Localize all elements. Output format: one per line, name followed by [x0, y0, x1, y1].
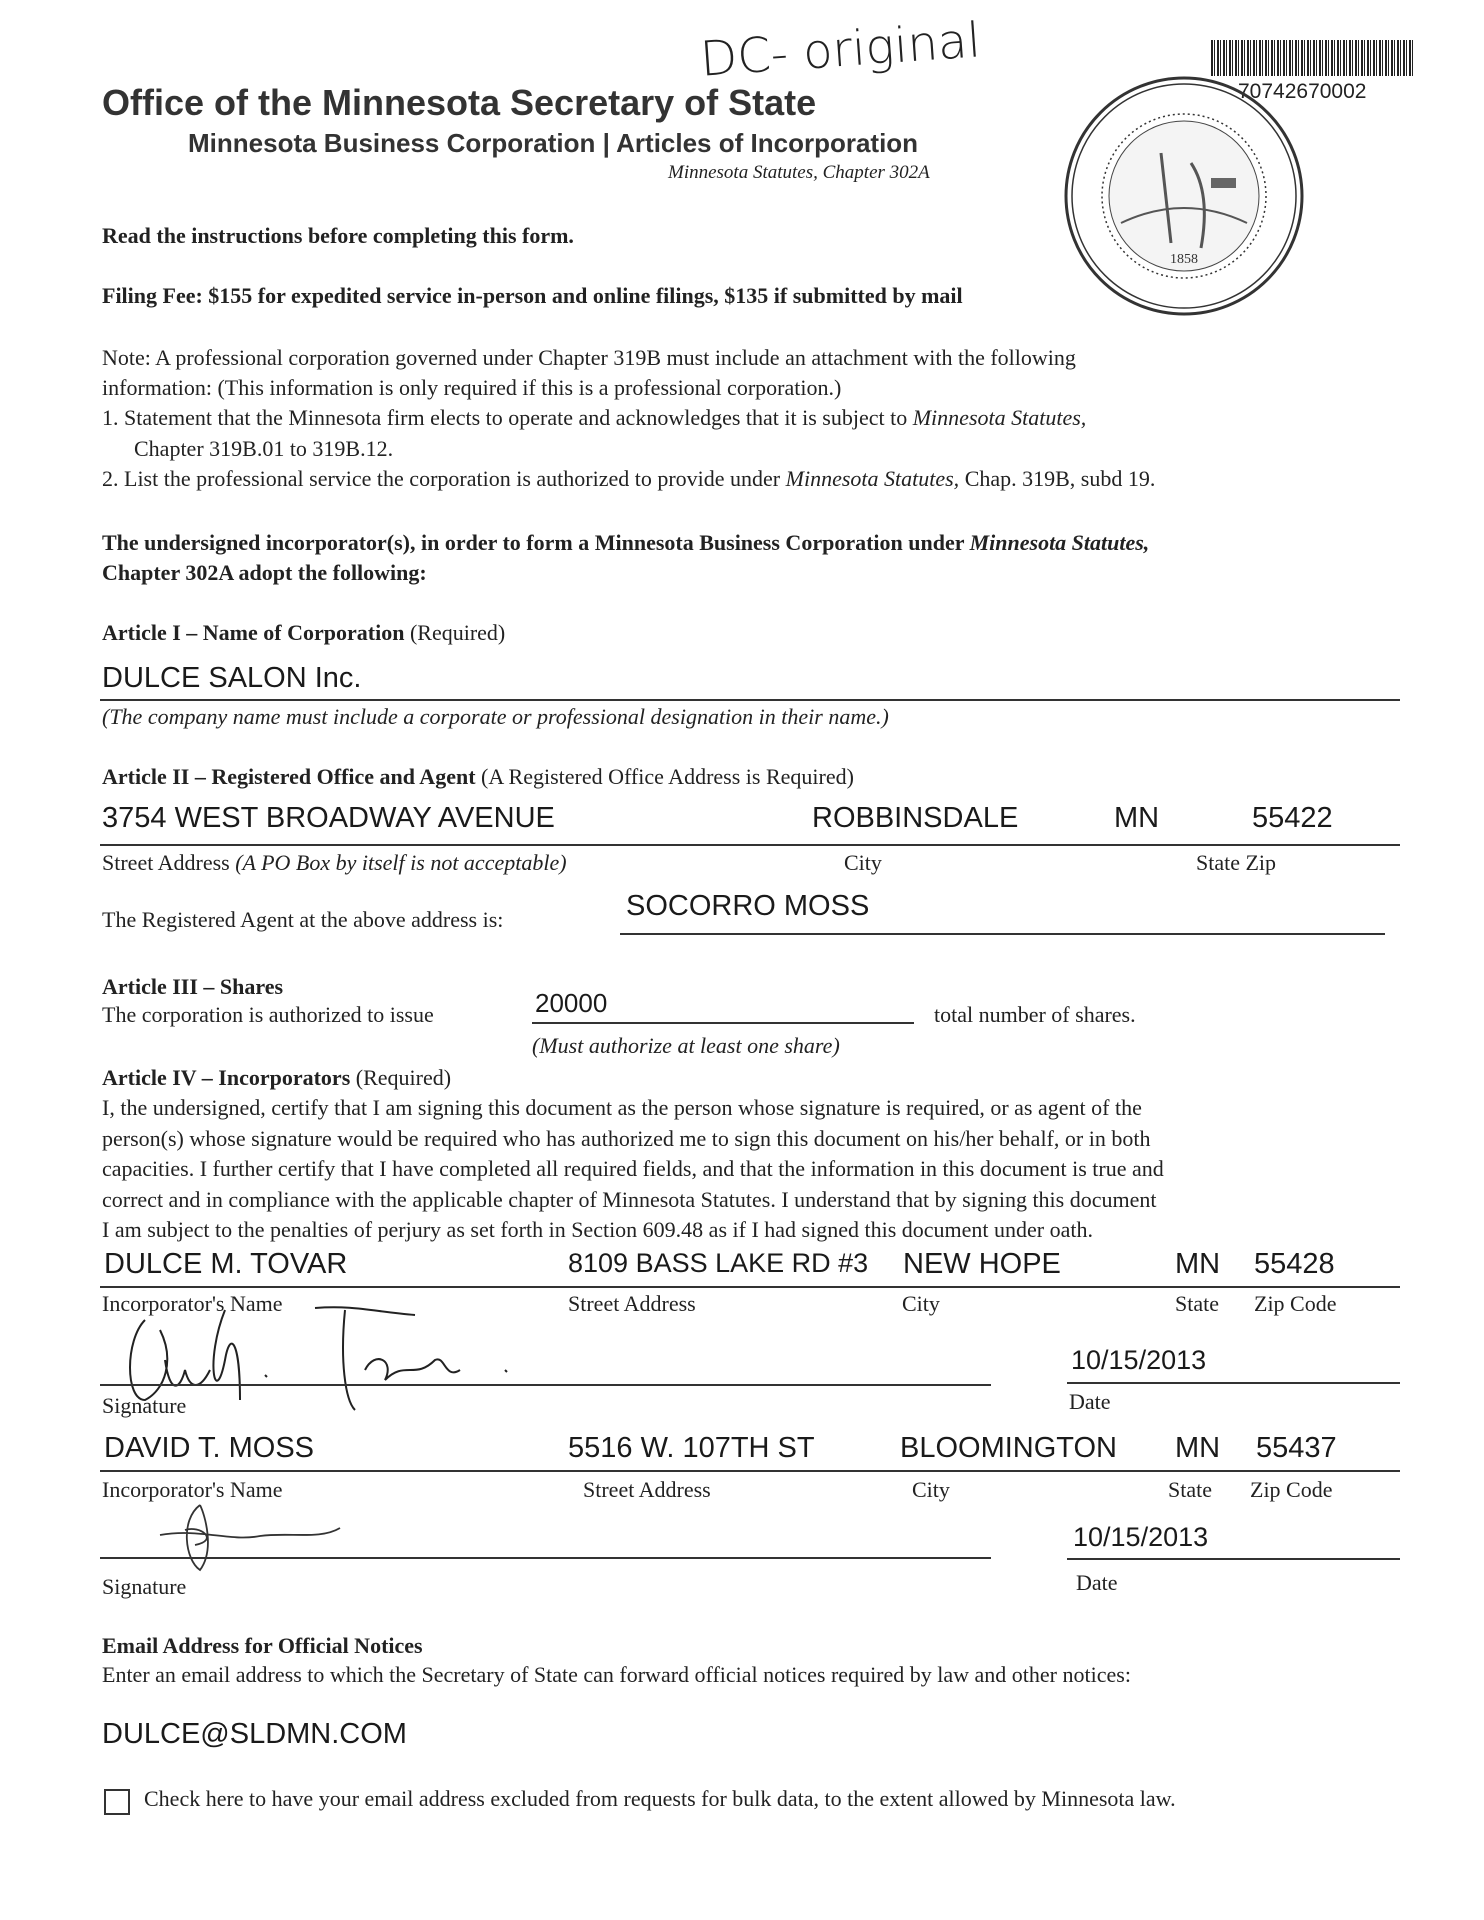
incorporator-city-field[interactable]: BLOOMINGTON: [900, 1432, 1117, 1464]
read-instructions: Read the instructions before completing this form.: [102, 223, 574, 248]
certification-line: I, the undersigned, certify that I am signing this document as the person whose signature is required, or as agent of the: [102, 1095, 1142, 1120]
statement-text: The undersigned incorporator(s), in order to form a Minnesota Business Corporation under: [102, 530, 970, 555]
divider: [100, 1286, 1400, 1288]
signature-date-field[interactable]: 10/15/2013: [1071, 1345, 1207, 1375]
incorporator-name-field[interactable]: DULCE M. TOVAR: [104, 1248, 348, 1280]
certification-line: capacities. I further certify that I have completed all required fields, and that the information in this document is true and: [102, 1156, 1164, 1181]
incorporator-state-field[interactable]: MN: [1175, 1432, 1221, 1464]
label-hint: (A PO Box by itself is not acceptable): [235, 850, 567, 875]
signature-line: [100, 1557, 991, 1559]
article3-heading: Article III – Shares: [102, 974, 284, 999]
state-zip-label: State Zip: [1196, 850, 1277, 875]
state-label: State: [1168, 1477, 1212, 1502]
item-number: 1.: [102, 405, 119, 430]
required-note: (Required): [350, 1065, 452, 1090]
certification-line: I am subject to the penalties of perjury as set forth in Section 609.48 as if I had signed this document under oath.: [102, 1217, 1093, 1242]
incorporator-city-field[interactable]: NEW HOPE: [903, 1248, 1061, 1280]
note-item-1-cont: Chapter 319B.01 to 319B.12.: [134, 436, 394, 461]
name-label: Incorporator's Name: [102, 1477, 283, 1502]
item-italic: Minnesota Statutes,: [912, 405, 1087, 430]
shares-label: The corporation is authorized to issue: [102, 1002, 434, 1027]
incorporator-name-field[interactable]: DAVID T. MOSS: [104, 1432, 315, 1464]
incorporator-street-field[interactable]: 5516 W. 107TH ST: [568, 1432, 815, 1464]
filing-fee: Filing Fee: $155 for expedited service in-person and online filings, $135 if submitted by mail: [102, 283, 963, 308]
svg-text:1858: 1858: [1170, 252, 1198, 267]
signature-image: [140, 1500, 360, 1575]
certification-line: correct and in compliance with the applicable chapter of Minnesota Statutes. I understand that by signing this document: [102, 1187, 1157, 1212]
statute-reference: Minnesota Statutes, Chapter 302A: [668, 162, 930, 183]
item-text: List the professional service the corporation is authorized to provide under: [124, 466, 786, 491]
agent-label: The Registered Agent at the above address is:: [102, 907, 504, 932]
page-subtitle: Minnesota Business Corporation | Articles of Incorporation: [188, 128, 919, 158]
email-field[interactable]: DULCE@SLDMN.COM: [102, 1718, 407, 1750]
undersigned-statement-cont: Chapter 302A adopt the following:: [102, 560, 427, 585]
incorporator-zip-field[interactable]: 55428: [1254, 1248, 1335, 1280]
zip-label: Zip Code: [1250, 1477, 1333, 1502]
office-street-field[interactable]: 3754 WEST BROADWAY AVENUE: [102, 802, 555, 834]
heading-text: Article IV – Incorporators: [102, 1065, 351, 1090]
certification-line: person(s) whose signature would be required who has authorized me to sign this document on his/her behalf, or in both: [102, 1126, 1151, 1151]
divider: [100, 1470, 1400, 1472]
zip-label: Zip Code: [1254, 1291, 1337, 1316]
street-label: Street Address: [568, 1291, 696, 1316]
required-note: (A Registered Office Address is Required): [475, 764, 854, 789]
incorporator-street-field[interactable]: 8109 BASS LAKE RD #3: [568, 1248, 869, 1278]
street-label: [102, 850, 567, 876]
street-label: Street Address: [583, 1477, 711, 1502]
state-label: State: [1175, 1291, 1219, 1316]
divider: [100, 844, 1400, 846]
required-note: (Required): [404, 620, 506, 645]
undersigned-statement: [102, 530, 1149, 556]
city-label: City: [902, 1291, 940, 1316]
signature-label: Signature: [102, 1574, 187, 1599]
date-line: [1067, 1382, 1400, 1384]
statement-italic: Minnesota Statutes,: [969, 530, 1150, 555]
item-italic: Minnesota Statutes,: [785, 466, 960, 491]
state-seal-icon: [1061, 73, 1307, 319]
barcode: [1211, 40, 1415, 76]
office-state-field[interactable]: MN: [1114, 802, 1160, 834]
city-label: City: [844, 850, 882, 875]
page-title: Office of the Minnesota Secretary of State: [102, 82, 817, 123]
exclude-email-label: Check here to have your email address excluded from requests for bulk data, to the extent allowed by Minnesota law.: [144, 1786, 1176, 1811]
note-item-2: [102, 466, 1155, 492]
incorporator-zip-field[interactable]: 55437: [1256, 1432, 1337, 1464]
item-number: 2.: [102, 466, 119, 491]
name-label: Incorporator's Name: [102, 1291, 283, 1316]
article4-heading: [102, 1065, 451, 1091]
office-zip-field[interactable]: 55422: [1252, 802, 1333, 834]
divider: [100, 699, 1400, 701]
registered-agent-field[interactable]: SOCORRO MOSS: [626, 890, 870, 922]
office-city-field[interactable]: ROBBINSDALE: [812, 802, 1019, 834]
note-line: information: (This information is only required if this is a professional corporation.): [102, 375, 842, 400]
item-text: Statement that the Minnesota firm elects to operate and acknowledges that it is subject to: [124, 405, 913, 430]
note-item-1: [102, 405, 1086, 431]
shares-field[interactable]: 20000: [535, 988, 608, 1018]
corporation-name-field[interactable]: DULCE SALON Inc.: [102, 662, 362, 694]
shares-suffix: total number of shares.: [934, 1002, 1136, 1027]
note-line: Note: A professional corporation governed under Chapter 319B must include an attachment with the following: [102, 345, 1076, 370]
date-label: Date: [1069, 1389, 1111, 1414]
exclude-email-checkbox[interactable]: [104, 1789, 130, 1815]
divider: [620, 933, 1385, 935]
city-label: City: [912, 1477, 950, 1502]
article2-heading: [102, 764, 854, 790]
signature-line: [100, 1384, 991, 1386]
date-label: Date: [1076, 1570, 1118, 1595]
barcode-number: 70742670002: [1238, 80, 1367, 103]
handwritten-note: DC- original: [698, 12, 983, 88]
signature-label: Signature: [102, 1393, 187, 1418]
item-text: Chap. 319B, subd 19.: [959, 466, 1156, 491]
divider: [532, 1022, 914, 1024]
email-instruction: Enter an email address to which the Secretary of State can forward official notices required by law and other notices:: [102, 1662, 1131, 1687]
article1-heading: [102, 620, 505, 646]
heading-text: Article II – Registered Office and Agent: [102, 764, 476, 789]
date-line: [1067, 1558, 1400, 1560]
signature-date-field[interactable]: 10/15/2013: [1073, 1522, 1209, 1552]
shares-hint: (Must authorize at least one share): [532, 1033, 840, 1058]
email-heading: Email Address for Official Notices: [102, 1633, 423, 1658]
signature-image: [115, 1300, 635, 1420]
corporation-name-hint: (The company name must include a corporate or professional designation in their name.): [102, 704, 889, 729]
heading-text: Article I – Name of Corporation: [102, 620, 405, 645]
label-text: Street Address: [102, 850, 236, 875]
incorporator-state-field[interactable]: MN: [1175, 1248, 1221, 1280]
